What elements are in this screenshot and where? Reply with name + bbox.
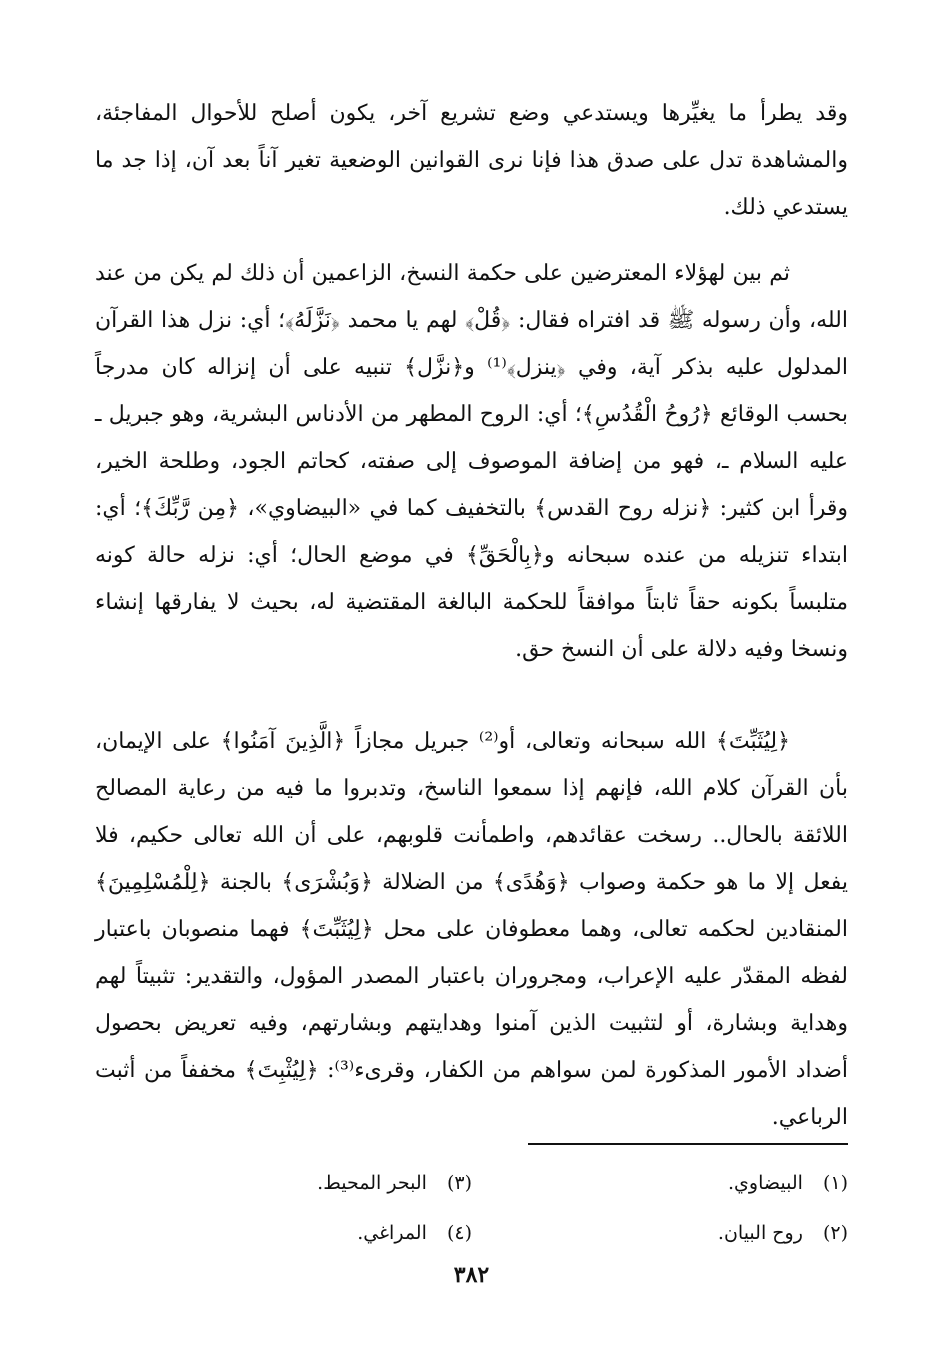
footnote-number: (٣) <box>446 1172 472 1194</box>
footnote-divider <box>528 1143 848 1145</box>
footnote-3 <box>96 1158 472 1208</box>
footnote-text: المراغي. <box>357 1222 427 1244</box>
footnote-number: (٢) <box>822 1222 848 1244</box>
paragraph-text: ﴿لِيُثَبِّتَ﴾ الله سبحانه وتعالى، أو⁽²⁾ جبريل مجازاً ﴿الَّذِينَ آمَنُوا﴾ على الإيمان، بأن القرآن كلام الله، فإنهم إذا سمعوا الناسخ، وتدبروا ما فيه من رعاية المصالح اللائقة بالحال.. رسخت عقائدهم، واطمأنت قلوبهم، على أن الله تعالى حكيم، فلا يفعل إلا ما هو حكمة وصواب ﴿وَهُدًى﴾ من الضلالة ﴿وَبُشْرَى﴾ بالجنة ﴿لِلْمُسْلِمِينَ﴾ المنقادين لحكمه تعالى، وهما معطوفان على محل ﴿لِيُثَبِّتَ﴾ فهما منصوبان باعتبار لفظه المقدّر عليه الإعراب، ومجروران باعتبار المصدر المؤول، والتقدير: تثبيتاً لهم وهداية وبشارة، أو لتثبيت الذين آمنوا وهدايتهم وبشارتهم، وفيه تعريض بحصول أضداد الأمور المذكورة لمن سواهم من الكفار، وقرىء⁽³⁾: ﴿لِيُثْبِتَ﴾ مخففاً من أثبت الرباعي. <box>95 729 848 1130</box>
footnote-4 <box>96 1208 472 1258</box>
page-number: ٣٨٢ <box>453 1262 490 1288</box>
footnote-2 <box>472 1208 848 1258</box>
footnote-text: البيضاوي. <box>728 1172 803 1194</box>
footnote-row <box>95 1158 848 1208</box>
footnote-1 <box>472 1158 848 1208</box>
footnote-text: روح البيان. <box>717 1222 803 1244</box>
footnote-number: (٤) <box>446 1222 472 1244</box>
paragraph-1 <box>95 90 848 231</box>
paragraph-text: وقد يطرأ ما يغيِّرها ويستدعي وضع تشريع آخر، يكون أصلح للأحوال المفاجئة، والمشاهدة تدل على صدق هذا فإنا نرى القوانين الوضعية تغير آناً بعد آن، إذا جد ما يستدعي ذلك. <box>95 101 848 220</box>
footnote-number: (١) <box>822 1172 848 1194</box>
paragraph-text: ثم بين لهؤلاء المعترضين على حكمة النسخ، الزاعمين أن ذلك لم يكن من عند الله، وأن رسوله ﷺ قد افتراه فقال: ﴿قُلْ﴾ لهم يا محمد ﴿نَزَّلَهُ﴾؛ أي: نزل هذا القرآن المدلول عليه بذكر آية، وفي ﴿ينزل﴾⁽¹⁾ و﴿نزَّل﴾ تنبيه على أن إنزاله كان مدرجاً بحسب الوقائع ﴿رُوحُ الْقُدُسِ﴾؛ أي: الروح المطهر من الأدناس البشرية، وهو جبريل ـ عليه السلام ـ، فهو من إضافة الموصوف إلى صفته، كحاتم الجود، وطلحة الخير، وقرأ ابن كثير: ﴿نزله روح القدس﴾ بالتخفيف كما في «البيضاوي»، ﴿مِن رَّبِّكَ﴾؛ أي: ابتداء تنزيله من عنده سبحانه و﴿بِالْحَقِّ﴾ في موضع الحال؛ أي: نزله حالة كونه متلبساً بكونه حقاً ثابتاً موافقاً للحكمة البالغة المقتضية له، بحيث لا يفارقها إنشاء ونسخا وفيه دلالة على أن النسخ حق. <box>95 261 848 662</box>
footnote-row <box>95 1208 848 1258</box>
footnote-text: البحر المحيط. <box>317 1172 427 1194</box>
paragraph-3 <box>95 718 848 1141</box>
paragraph-2 <box>95 250 848 673</box>
footnotes <box>95 1158 848 1258</box>
